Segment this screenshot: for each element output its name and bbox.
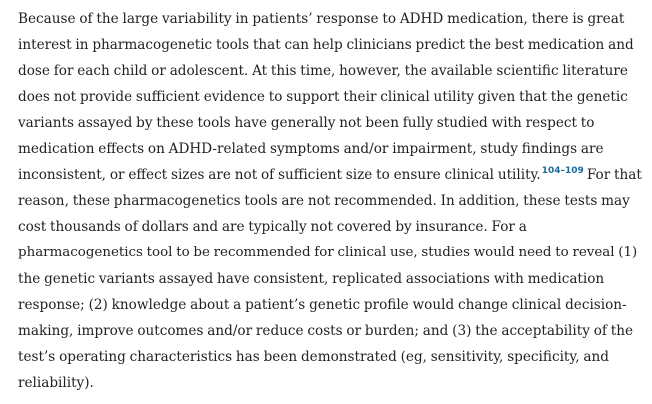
text-line: response; (2) knowledge about a patient’s genetic profile would change clinical decision- xyxy=(18,297,627,313)
text-line: the genetic variants assayed have consistent, replicated associations with medication xyxy=(18,271,605,287)
text-line: dose for each child or adolescent. At this time, however, the available scientific literature xyxy=(18,63,628,79)
text-line: making, improve outcomes and/or reduce costs or burden; and (3) the acceptability of the xyxy=(18,323,633,339)
text-segment: For that xyxy=(586,167,642,183)
text-line: cost thousands of dollars and are typically not covered by insurance. For a xyxy=(18,219,527,235)
text-line: does not provide sufficient evidence to support their clinical utility given that the genetic xyxy=(18,89,628,105)
text-line: test’s operating characteristics has been demonstrated (eg, sensitivity, specificity, and xyxy=(18,349,609,365)
text-line: reliability). xyxy=(18,375,94,391)
text-line-with-citation xyxy=(18,162,642,188)
text-line: reason, these pharmacogenetics tools are not recommended. In addition, these tests may xyxy=(18,193,630,209)
text-segment: inconsistent, or effect sizes are not of sufficient size to ensure clinical utility. xyxy=(18,167,541,183)
text-line: variants assayed by these tools have generally not been fully studied with respect to xyxy=(18,115,595,131)
text-line: pharmacogenetics tool to be recommended for clinical use, studies would need to reveal (1) xyxy=(18,245,638,260)
body-paragraph xyxy=(18,6,642,396)
citation-link[interactable]: 104–109 xyxy=(541,166,584,177)
text-line: medication effects on ADHD-related symptoms and/or impairment, study findings are xyxy=(18,141,604,157)
text-line: Because of the large variability in patients’ response to ADHD medication, there is great xyxy=(18,11,625,27)
text-line: interest in pharmacogenetic tools that can help clinicians predict the best medication and xyxy=(18,37,634,53)
